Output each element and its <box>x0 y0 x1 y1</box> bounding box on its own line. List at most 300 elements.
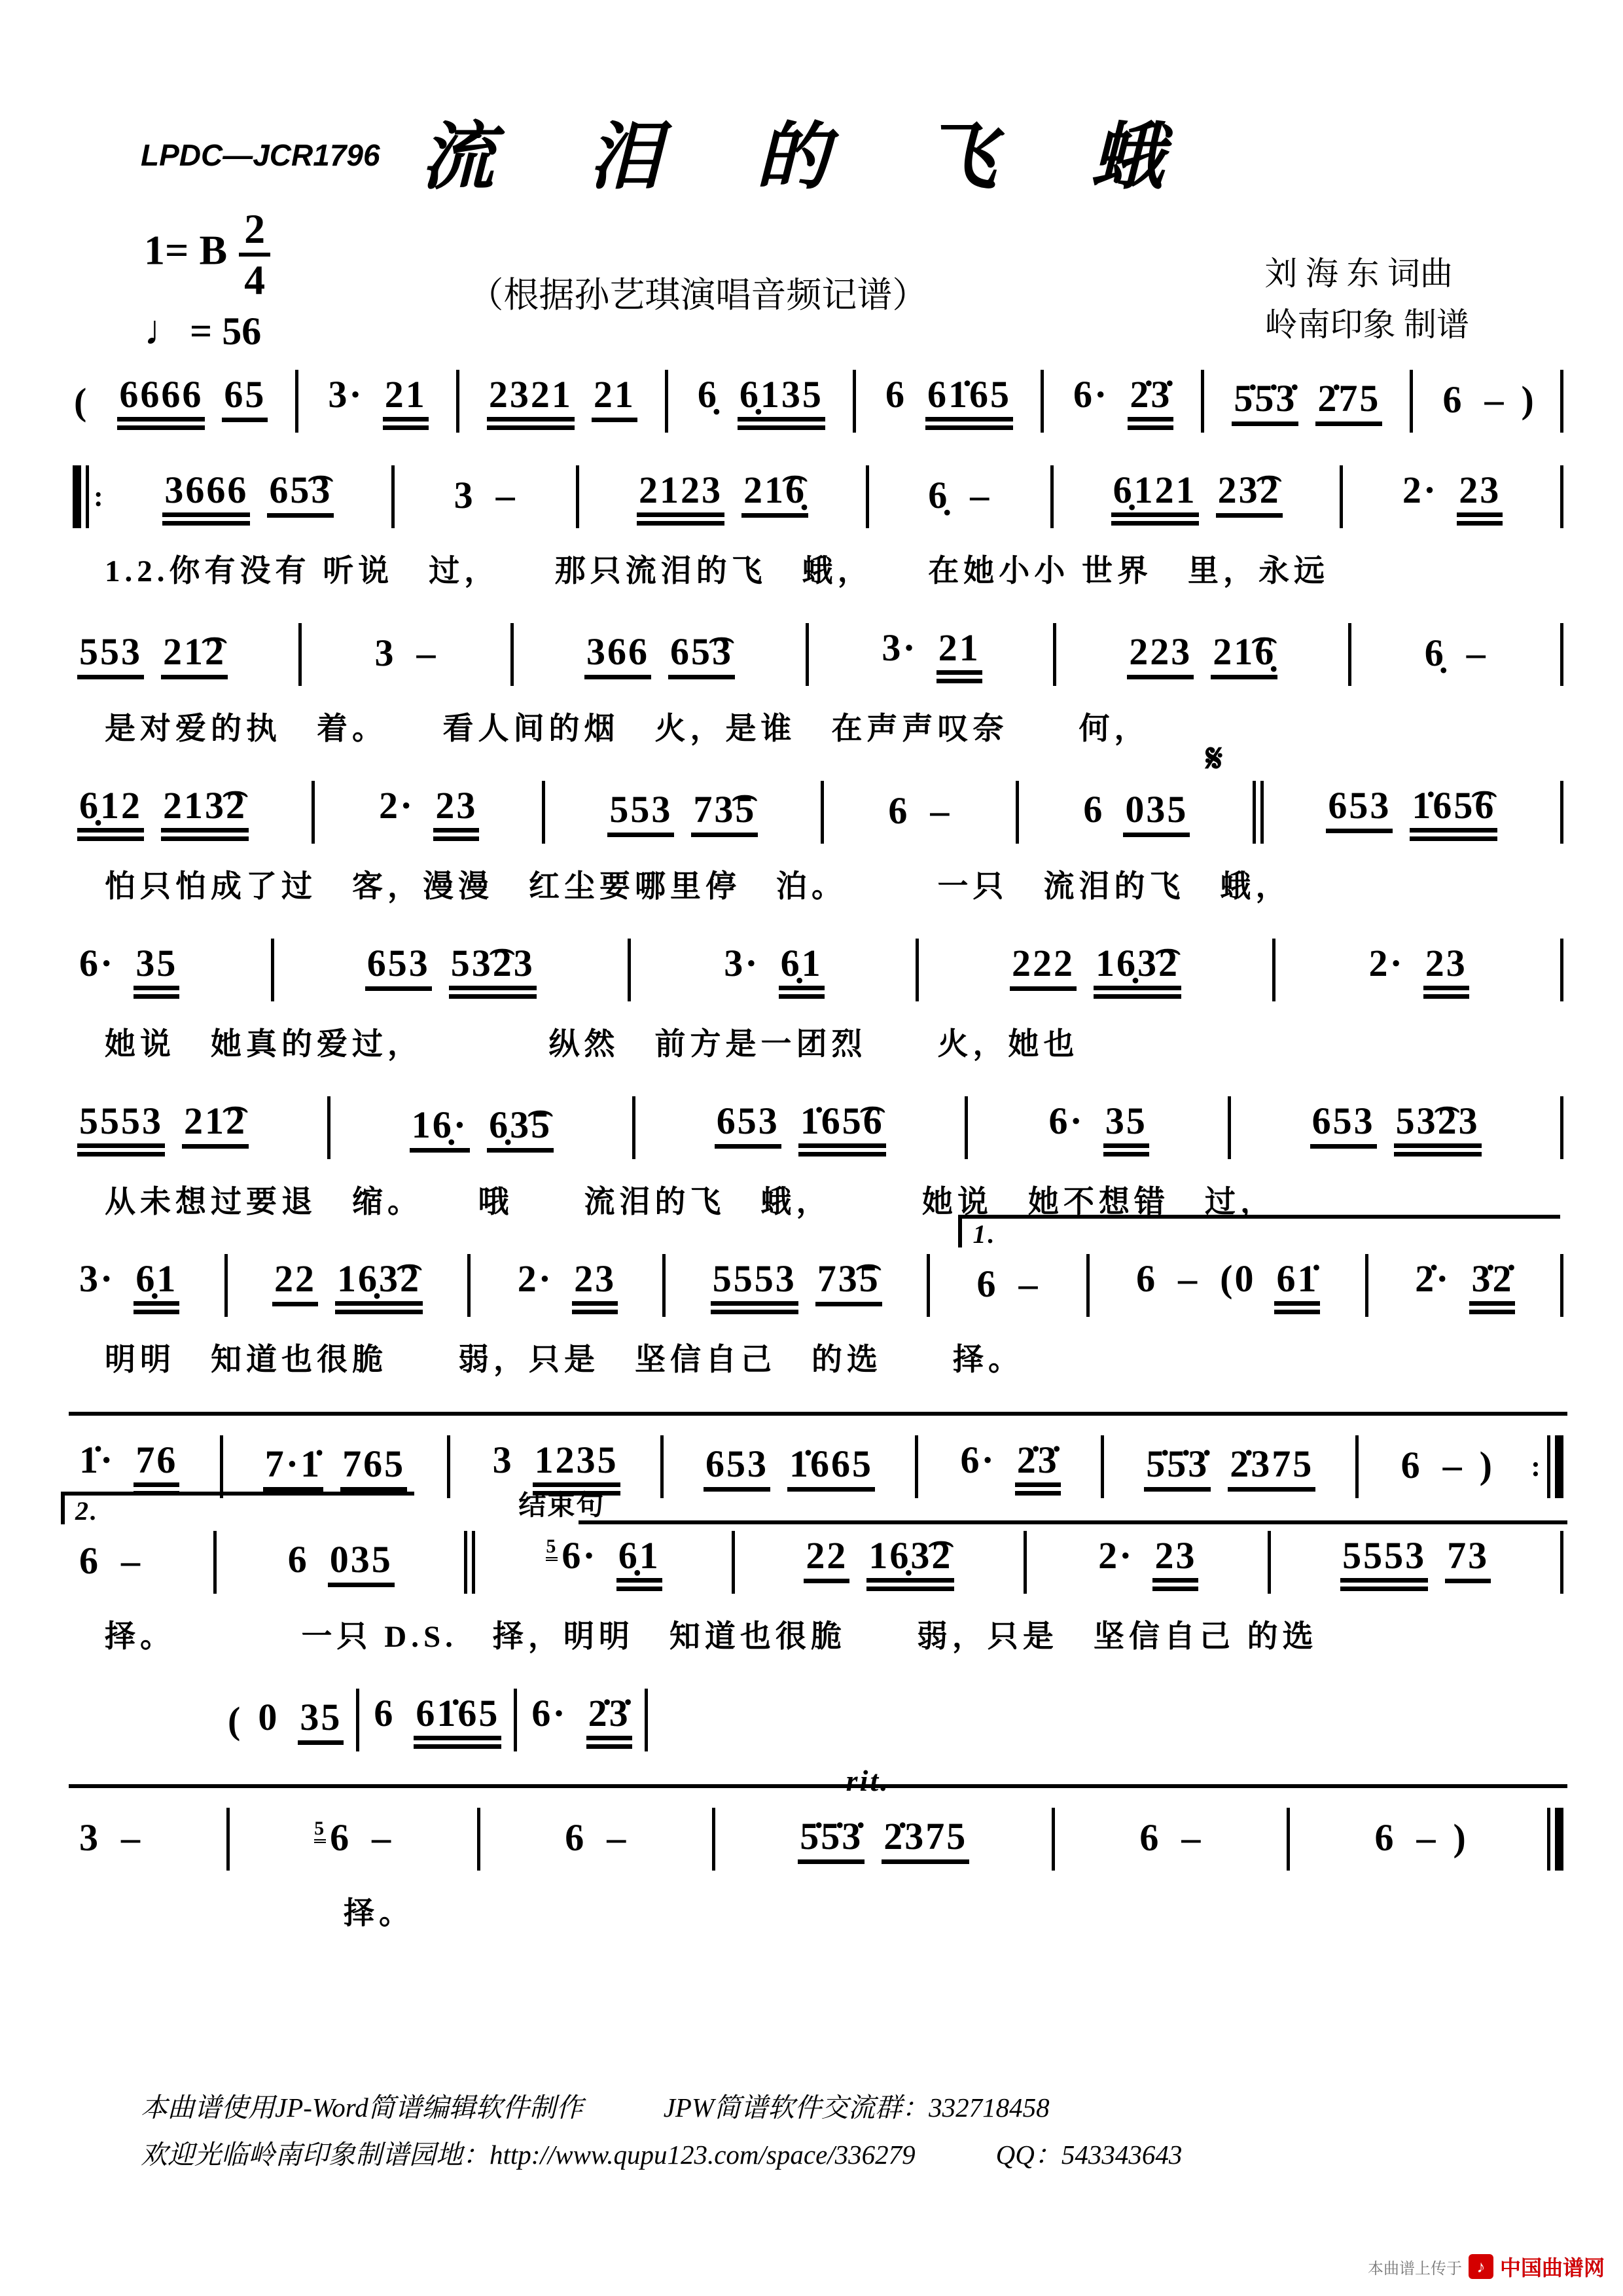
note-group: 6666 <box>117 375 205 431</box>
measure <box>304 1816 403 1863</box>
watermark-prefix: 本曲谱上传于 <box>1367 2259 1462 2278</box>
note-group: 23 <box>572 1259 618 1315</box>
measure <box>69 1438 188 1496</box>
measure <box>478 372 646 431</box>
note-group: 21 <box>592 375 637 423</box>
note-group: 21͡6̣ <box>741 471 808 518</box>
close-paren: ) <box>1453 1816 1468 1859</box>
measure <box>69 1816 152 1863</box>
watermark <box>1368 2251 1605 2282</box>
measure <box>1391 1443 1499 1491</box>
note-group: 6 <box>287 1537 309 1581</box>
barline <box>645 1689 648 1751</box>
note-group: 6 <box>1374 1816 1396 1859</box>
barline <box>665 370 668 433</box>
barline <box>806 623 809 686</box>
barline <box>1052 1808 1055 1871</box>
music-system <box>69 1096 1567 1221</box>
barline <box>312 781 315 844</box>
note-group: 0 <box>258 1695 279 1738</box>
barline <box>576 465 579 528</box>
lyrics-line: 从未想过要退 缩。 哦 流泪的飞 蛾， 她说 她不想错 过， <box>105 1185 1275 1219</box>
measure <box>69 1099 257 1157</box>
measure <box>363 1691 510 1749</box>
barline <box>298 623 302 686</box>
barline <box>1272 939 1275 1001</box>
measure <box>966 1219 1050 1310</box>
note-group: 2̇· <box>1415 1257 1451 1300</box>
barline <box>467 1254 471 1317</box>
measure <box>1039 1099 1158 1157</box>
barline <box>1053 623 1056 686</box>
measure <box>1364 1816 1472 1863</box>
note-group: 2̇3̇ <box>586 1694 632 1749</box>
note-group: 35 <box>1103 1102 1149 1157</box>
note-group: – <box>416 631 438 674</box>
catalog-number: LPDC—JCR1796 <box>141 138 380 172</box>
measure <box>364 631 448 679</box>
note-group: 6 <box>374 1691 395 1734</box>
measure <box>357 941 545 999</box>
note-group: 76 <box>134 1441 179 1496</box>
music-system <box>69 1412 1567 1498</box>
music-system <box>69 623 1567 748</box>
notes-line <box>223 1689 1567 1751</box>
tempo-value: = 56 <box>190 310 262 353</box>
barline <box>1101 1435 1104 1498</box>
note-group: 3· <box>724 941 760 984</box>
barline <box>295 370 298 433</box>
measure <box>576 630 743 680</box>
note-group: 1̇· <box>79 1438 115 1481</box>
note-group: 3̇2̇ <box>1469 1259 1515 1315</box>
barline <box>1560 1096 1563 1159</box>
note-group: 366 <box>584 632 651 680</box>
measure <box>918 473 1001 521</box>
barline <box>224 1254 228 1317</box>
note-group: 6 <box>79 1539 100 1582</box>
barline <box>477 1808 480 1871</box>
note-group: 2· <box>1402 468 1438 511</box>
barline <box>632 1096 635 1159</box>
barline <box>1547 1808 1563 1871</box>
measure <box>695 1442 883 1492</box>
measure <box>706 1099 895 1157</box>
grace-note: 5 <box>314 1818 326 1843</box>
music-system <box>69 1763 1567 1933</box>
measure <box>1126 1257 1329 1315</box>
note-group: 2· <box>1368 941 1404 984</box>
grace-note: 5 <box>546 1535 558 1561</box>
note-group: 3 <box>454 473 475 516</box>
measure <box>69 630 236 680</box>
note-group: 16̣3͡2 <box>866 1536 954 1592</box>
note-group: 6 <box>1136 1257 1158 1300</box>
measure <box>789 1763 978 1865</box>
key-label: 1= B <box>144 226 228 274</box>
repeat-dots: : <box>1531 1450 1543 1482</box>
measure <box>599 787 766 838</box>
barline <box>866 465 869 528</box>
measure <box>1414 631 1498 679</box>
note-group: – <box>121 1816 142 1859</box>
barline <box>1365 1254 1368 1317</box>
note-group: 61̇ <box>1274 1259 1320 1315</box>
music-system <box>69 1219 1567 1379</box>
note-group: 73͡5 <box>815 1259 882 1307</box>
note-group: 035 <box>328 1540 395 1588</box>
measure <box>950 1438 1069 1496</box>
note-group: 1̇665 <box>787 1444 875 1492</box>
note-group: 6 <box>1139 1816 1161 1859</box>
note-group: 6 <box>1442 378 1464 421</box>
song-title: 流 泪 的 飞 蛾 <box>421 117 1202 198</box>
note-group: 23 <box>433 786 479 842</box>
measure <box>317 372 437 431</box>
note-group: 61̇65 <box>925 375 1013 431</box>
barline <box>1560 370 1563 433</box>
music-system <box>69 370 1567 433</box>
note-group: 6̣121 <box>1111 471 1199 526</box>
note-group: 53͡23 <box>1394 1102 1482 1157</box>
note-group: 3 <box>79 1816 100 1859</box>
music-note-icon: ♪ <box>1469 2254 1493 2279</box>
note-group: 2̇3̇ <box>1128 375 1173 431</box>
barline <box>213 1531 217 1594</box>
note-group: 21͡2 <box>182 1102 249 1149</box>
note-group: 6· <box>1073 372 1109 416</box>
measure <box>1223 376 1391 427</box>
quarter-note-icon: ♩ <box>144 307 186 353</box>
note-group: – <box>1018 1262 1040 1305</box>
note-group: 6̣ <box>1424 631 1446 674</box>
note-group: – <box>1484 378 1506 421</box>
note-group: 1̇65͡6 <box>1410 786 1497 842</box>
lyricist-composer: 刘 海 东 词曲 <box>1264 255 1453 292</box>
lyrics-line: 择。 <box>344 1897 414 1931</box>
notes-line <box>69 1096 1567 1159</box>
measure <box>1103 468 1291 526</box>
barline <box>456 370 459 433</box>
note-group: – <box>121 1539 142 1582</box>
note-group: 21͡2 <box>161 632 228 680</box>
note-group: – <box>495 473 517 516</box>
subtitle: （根据孙艺琪演唱音频记谱） <box>468 276 928 315</box>
note-group: 61̇65 <box>414 1694 501 1749</box>
note-group: 035 <box>1123 790 1190 838</box>
note-group: 765 <box>340 1444 407 1492</box>
score <box>69 370 1567 1965</box>
transcriber: 岭南印象 制谱 <box>1264 306 1469 343</box>
measure <box>628 468 817 526</box>
measure <box>1073 736 1225 838</box>
barline <box>1560 1254 1563 1317</box>
measure <box>69 783 257 842</box>
barline <box>732 1531 735 1594</box>
note-group: 2· <box>379 783 415 827</box>
barline <box>1268 1531 1271 1594</box>
note-group: 6 <box>888 789 910 832</box>
tempo-marking <box>144 306 261 355</box>
barline <box>327 1096 330 1159</box>
note-group: 6 <box>976 1262 998 1305</box>
barline <box>916 939 919 1001</box>
measure <box>1063 372 1182 431</box>
notes-line <box>69 623 1567 686</box>
note-group: 6̣ <box>697 372 719 416</box>
lyrics-line: 1.2.你有没有 听说 过， 那只流泪的飞 蛾， 在她小小 世界 里，永远 <box>105 554 1329 588</box>
notes-line <box>69 736 1567 844</box>
music-system <box>69 1490 1567 1656</box>
note-group: 653 <box>715 1102 781 1149</box>
note-group: 2̇375 <box>882 1817 969 1865</box>
note-group: 2· <box>1098 1534 1134 1577</box>
barline <box>447 1435 450 1498</box>
note-group: 553 <box>77 632 144 680</box>
note-group: – <box>1466 631 1488 674</box>
note-group: 6̣1 <box>779 944 825 999</box>
barline <box>220 1435 223 1498</box>
barline <box>1050 465 1054 528</box>
barline <box>965 1096 968 1159</box>
note-group: $^5$ 6· <box>546 1534 597 1577</box>
measure <box>1001 941 1190 999</box>
lyrics-line: 明明 知道也很脆 弱，只是 坚信自己 的选 择。 <box>105 1343 1024 1377</box>
music-system <box>69 465 1567 590</box>
site-logo-text: 中国曲谱网 <box>1499 2256 1605 2280</box>
measure <box>1317 783 1506 842</box>
measure <box>875 372 1022 431</box>
note-group: – <box>1181 1816 1203 1859</box>
note-group: 23 <box>1457 471 1503 526</box>
measure <box>1302 1099 1490 1157</box>
note-group: – <box>1416 1816 1438 1859</box>
measure <box>795 1534 963 1592</box>
music-system <box>69 736 1567 906</box>
barline <box>628 939 631 1001</box>
note-group: 213͡2 <box>161 786 249 842</box>
note-group: 16̣3͡2 <box>1094 944 1181 999</box>
measure <box>69 1257 188 1315</box>
barline <box>662 1254 666 1317</box>
note-group: 6· <box>1048 1099 1084 1142</box>
notes-line <box>69 370 1567 433</box>
note-group: 653 <box>1326 786 1393 834</box>
barline <box>1410 370 1413 433</box>
measure <box>713 941 832 999</box>
note-group: 6 <box>1083 787 1105 831</box>
close-paren: ) <box>1521 378 1536 421</box>
note-group: 5̇5̇3̇ <box>1232 379 1298 427</box>
note-group: 2̇75 <box>1315 379 1382 427</box>
barline <box>1253 781 1264 844</box>
lyrics-line: 是对爱的执 着。 看人间的烟 火，是谁 在声声叹奈 何， <box>105 712 1150 746</box>
barline <box>1201 370 1204 433</box>
note-group: 6̣1 <box>616 1536 662 1592</box>
close-paren: ) <box>1479 1443 1494 1486</box>
measure <box>69 1496 152 1587</box>
note-group: 23 <box>1423 944 1469 999</box>
music-system <box>69 939 1567 1064</box>
note-group: 6̣135 <box>738 375 825 431</box>
note-group: 73 <box>1445 1536 1491 1584</box>
note-group: 22 <box>804 1536 849 1584</box>
barline <box>464 1531 475 1594</box>
note-group: 6̣1 <box>134 1259 179 1315</box>
measure <box>154 468 342 526</box>
note-group: 65͡3 <box>267 471 334 518</box>
credits <box>1265 249 1470 350</box>
note-group: 7·1̇ <box>263 1444 323 1492</box>
note-group: 53͡23 <box>449 944 537 999</box>
measure <box>109 372 276 431</box>
note-group: 6̣3͡5 <box>487 1105 554 1153</box>
meter-numerator: 2 <box>239 208 270 257</box>
note-group: 3666 <box>162 471 250 526</box>
note-group: 5553 <box>1340 1536 1428 1592</box>
measure <box>554 1816 638 1863</box>
measure <box>1392 468 1511 526</box>
volta-bracket: 2. <box>61 1492 414 1524</box>
measure <box>1088 1534 1207 1592</box>
note-group: 6 <box>565 1816 586 1859</box>
note-group: 16̣3͡2 <box>335 1259 423 1315</box>
barline <box>1340 465 1343 528</box>
note-group: – <box>607 1816 628 1859</box>
barline <box>660 1435 664 1498</box>
measure <box>507 1257 626 1315</box>
note-group: 6· <box>531 1691 567 1734</box>
barline <box>853 370 856 433</box>
measure <box>521 1691 640 1749</box>
note-group: – <box>372 1816 393 1859</box>
note-group: 3 <box>374 631 396 674</box>
barline <box>1016 781 1019 844</box>
barline <box>1024 1531 1027 1594</box>
note-group: 6̣ <box>928 473 950 516</box>
measure <box>255 1442 416 1492</box>
barline <box>1560 623 1563 686</box>
barline <box>1531 1435 1563 1498</box>
measure <box>264 1257 431 1315</box>
note-group: 21 <box>383 375 429 431</box>
barline <box>1355 1435 1359 1498</box>
measure <box>702 1257 891 1315</box>
phrase-overline <box>579 1520 1567 1524</box>
note-group: 3 <box>492 1438 514 1481</box>
barline <box>1560 781 1563 844</box>
volta-bracket: 1. <box>958 1215 1560 1247</box>
measure <box>687 372 834 431</box>
music-system <box>223 1689 1567 1751</box>
measure <box>1332 1534 1499 1592</box>
measure <box>871 626 990 684</box>
note-group: 65͡3 <box>668 632 735 680</box>
notes-line <box>69 939 1567 1001</box>
note-group: 23͡2 <box>1216 471 1283 518</box>
note-group: – <box>970 473 991 516</box>
measure <box>878 789 961 836</box>
lyrics-line: 怕只怕成了过 客，漫漫 红尘要哪里停 泊。 一只 流泪的飞 蛾， <box>105 870 1291 904</box>
note-group: 2123 <box>637 471 724 526</box>
measure <box>518 1490 670 1592</box>
segno-mark: 𝄋 <box>1205 736 1225 780</box>
note-group: – <box>1178 1257 1200 1300</box>
measure <box>277 1537 403 1588</box>
barline <box>1560 465 1563 528</box>
barline <box>391 465 395 528</box>
note-group: 3· <box>79 1257 115 1300</box>
footer <box>141 2085 1182 2179</box>
lyrics-line: 她说 她真的爱过， 纵然 前方是一团烈 火，她也 <box>105 1028 1079 1062</box>
notes-line <box>69 1490 1567 1594</box>
barline <box>1560 939 1563 1001</box>
notes-line <box>69 1412 1567 1498</box>
note-group: $^5$ 6 <box>314 1816 351 1859</box>
measure <box>69 941 188 999</box>
footer-line1: 本曲谱使用JP-Word简谱编辑软件制作 JPW简谱软件交流群：332718458 <box>141 2092 1050 2123</box>
note-group: 6· <box>960 1438 996 1481</box>
phrase-label: 结束句 <box>518 1490 605 1521</box>
barline <box>1287 1808 1290 1871</box>
note-group: 22 <box>272 1259 318 1307</box>
barline <box>1560 1531 1563 1594</box>
note-group: 3· <box>882 626 918 669</box>
note-group: (0 <box>1220 1257 1256 1300</box>
barline <box>915 1435 918 1498</box>
barline <box>510 623 514 686</box>
barline <box>821 781 824 844</box>
barline <box>271 939 274 1001</box>
measure <box>1432 378 1541 425</box>
meter-denominator: 4 <box>244 257 266 303</box>
measure <box>444 473 527 521</box>
note-group: 5̇5̇3̇ <box>1144 1444 1211 1492</box>
measure <box>368 783 488 842</box>
note-group: 1̇65͡6 <box>798 1102 886 1157</box>
note-group: 653 <box>1310 1102 1377 1149</box>
measure <box>1118 630 1286 680</box>
note-group: 222 <box>1010 944 1077 992</box>
barline <box>1228 1096 1231 1159</box>
note-group: 23 <box>1152 1536 1198 1592</box>
note-group: 2̇375 <box>1228 1444 1315 1492</box>
note-group: 65 <box>222 375 268 423</box>
measure <box>1129 1816 1213 1863</box>
note-group: 6 <box>1400 1443 1422 1486</box>
note-group: 2̇3̇ <box>1015 1441 1061 1496</box>
barline <box>927 1254 930 1317</box>
footer-line2: 欢迎光临岭南印象制谱园地：http://www.qupu123.com/space/336279 QQ：543343643 <box>141 2139 1183 2170</box>
note-group: 35 <box>298 1698 344 1746</box>
barline <box>1348 623 1351 686</box>
note-group: 5553 <box>77 1102 165 1157</box>
note-group: 1235 <box>533 1441 620 1496</box>
notes-line <box>69 465 1567 528</box>
note-group: 5̇5̇3̇ <box>798 1817 865 1865</box>
notes-line <box>69 1219 1567 1317</box>
note-group: 16̣· <box>410 1105 470 1153</box>
key-signature <box>144 208 270 301</box>
note-group: 73͡5 <box>691 790 758 838</box>
note-group: 35 <box>134 944 179 999</box>
note-group: 6̣12 <box>77 786 144 842</box>
note-group: 3· <box>328 372 364 416</box>
note-group: 223 <box>1127 632 1194 680</box>
note-group: 653 <box>704 1444 770 1492</box>
measure <box>1404 1257 1524 1315</box>
note-group: 6· <box>79 941 115 984</box>
